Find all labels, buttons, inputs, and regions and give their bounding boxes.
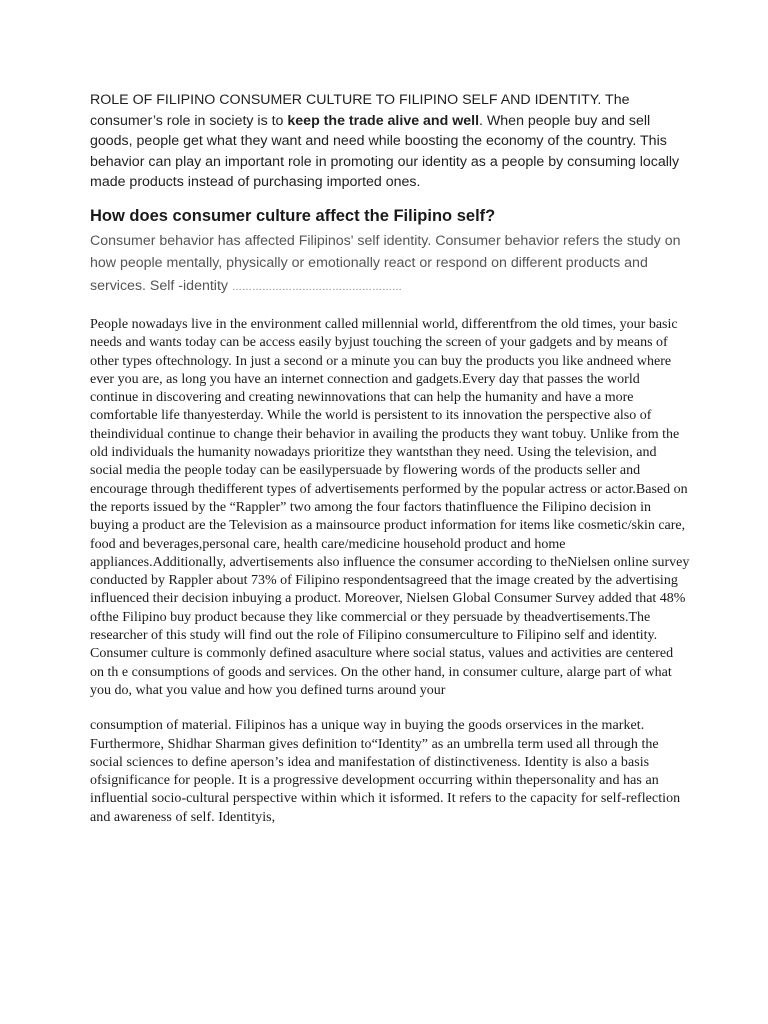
intro-text-start: ROLE OF FILIPINO CONSUMER CULTURE TO FILIPINO SELF AND IDENTITY. The consumer’s role in society is to xyxy=(90,92,630,129)
document-page xyxy=(90,90,690,827)
body-paragraph-2: consumption of material. Filipinos has a unique way in buying the goods orservices in the market. Furthermore, Shidhar Sharman gives definition to“Identity” as an umbrella term used all through the social sciences to define aperson’s idea and manifestation of distinctiveness. Identity is also a basis ofsignificance for people. It is a progressive development occurring within thepersonality and has an influential socio-cultural perspective within which it isformed. It refers to the capacity for self-reflection and awareness of self. Identityis, xyxy=(90,718,681,825)
intro-bold-phrase: keep the trade alive and well xyxy=(287,112,480,129)
intro-text-end: . When people buy and sell goods, people get what they want and need while boosting the economy of the country. This behavior can play an important role in promoting our identity as a people by consuming locally made products instead of purchasing imported ones. xyxy=(90,112,680,190)
intro-paragraph xyxy=(90,90,690,193)
subtext-body: Consumer behavior has affected Filipinos' self identity. Consumer behavior refers the study on how people mentally, physically or emotionally react or respond on different products and services. Self -identity xyxy=(90,232,681,294)
body-paragraph-1: People nowadays live in the environment called millennial world, differentfrom the old times, your basic needs and wants today can be access easily byjust touching the screen of your gadgets and by means of other types oftechnology. In just a second or a minute you can buy the products you like andneed where ever you are, as long you have an internet connection and gadgets.Every day that passes the world continue in discovering and creating newinnovations that can help the humanity and have a more comfortable life thanyesterday. While the world is persistent to its innovation the perspective also of theindividual continue to change their behavior in availing the products they want tobuy. Unlike from the old individuals the humanity nowadays prioritize they wantsthan they need. Using the television, and social media the people today can be easilypersuade by flowering words of the products seller and encourage through thedifferent types of advertisements performed by the popular actress or actor.Based on the reports issued by the “Rappler” two among the four factors thatinfluence the Filipino decision in buying a product are the Television as a mainsource product information for items like cosmetic/skin care, food and beverages,personal care, health care/medicine household product and home appliances.Additionally, advertisements also influence the consumer according to theNielsen online survey conducted by Rappler about 73% of Filipino respondentsagreed that the image created by the advertising influenced their decision inbuying a product. Moreover, Nielsen Global Consumer Survey added that 48% ofthe Filipino buy product because they like commercial or they persuade by theadvertisements.The researcher of this study will find out the role of Filipino consumerculture to Filipino self and identity. Consumer culture is commonly defined asaculture where social status, values and activities are centered on th e consumptions of goods and services. On the other hand, in consumer culture, alarge part of what you do, what you value and how you defined turns around your xyxy=(90,317,690,698)
section-subtext xyxy=(90,230,690,300)
section-heading: How does consumer culture affect the Filipino self? xyxy=(90,206,496,225)
subtext-dots: …………………………………………… xyxy=(231,281,402,293)
